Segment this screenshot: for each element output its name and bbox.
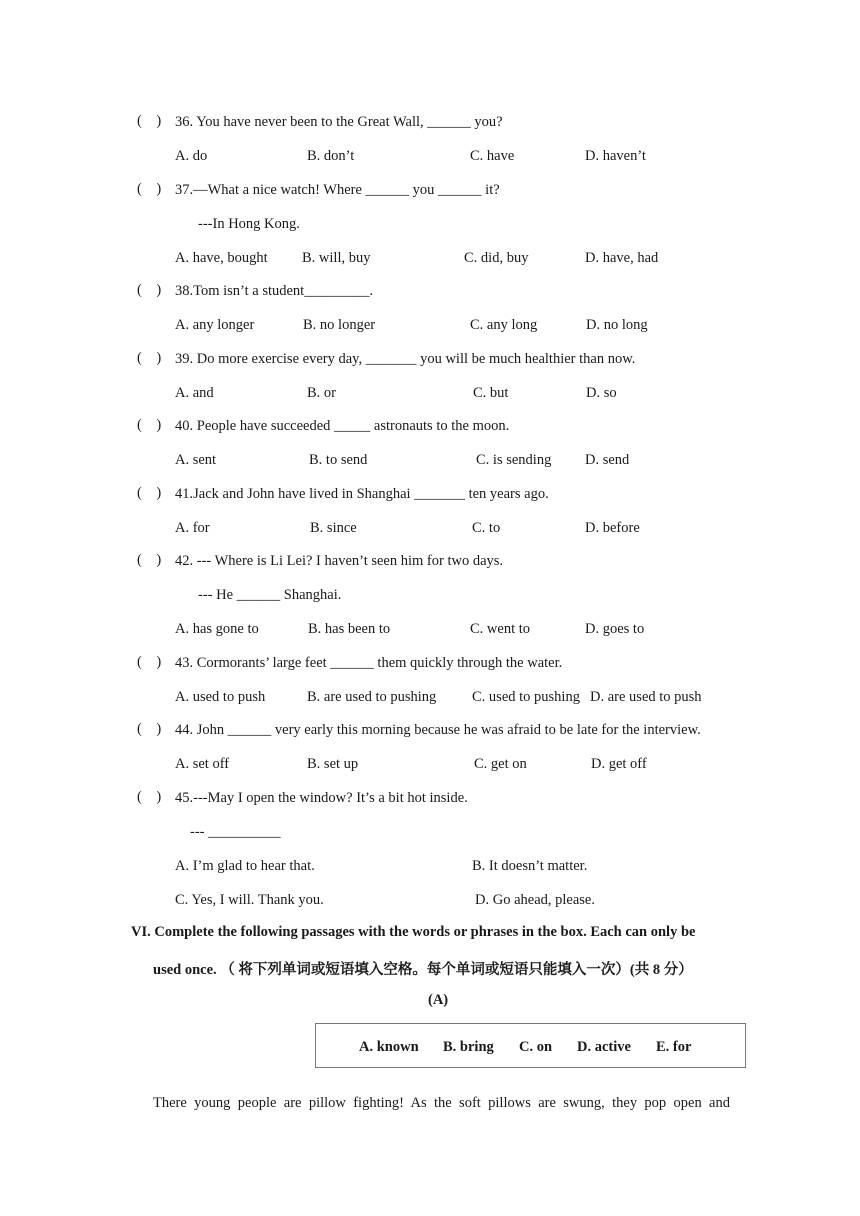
option-c: C. any long <box>470 317 538 333</box>
option-d: D. goes to <box>585 621 645 637</box>
option-b: B. no longer <box>303 317 376 333</box>
option-c: C. went to <box>470 621 531 637</box>
option-c: C. to <box>472 520 501 536</box>
answer-blank[interactable]: ( ) <box>137 552 162 568</box>
option-b: B. since <box>310 520 357 536</box>
option-c: C. Yes, I will. Thank you. <box>175 892 324 908</box>
option-a: A. sent <box>175 452 217 468</box>
option-b: B. set up <box>307 756 359 772</box>
word-bank-box <box>315 1023 746 1068</box>
option-d: D. get off <box>591 756 647 772</box>
option-d: D. no long <box>586 317 648 333</box>
option-c: C. have <box>470 148 515 164</box>
word-option-b: B. bring <box>443 1039 494 1055</box>
answer-blank[interactable]: ( ) <box>137 654 162 670</box>
option-a: A. and <box>175 385 214 401</box>
option-b: B. to send <box>309 452 368 468</box>
option-c: C. but <box>473 385 509 401</box>
passage-text: There young people are pillow fighting! As the soft pillows are swung, they pop open and <box>153 1095 730 1111</box>
question-stem: 37.—What a nice watch! Where ______ you ______ it? <box>175 182 500 198</box>
option-b: B. has been to <box>308 621 391 637</box>
question-stem: 43. Cormorants’ large feet ______ them quickly through the water. <box>175 655 563 671</box>
option-b: B. will, buy <box>302 250 371 266</box>
answer-blank[interactable]: ( ) <box>137 417 162 433</box>
option-c: C. did, buy <box>464 250 529 266</box>
answer-blank[interactable]: ( ) <box>137 282 162 298</box>
answer-blank[interactable]: ( ) <box>137 350 162 366</box>
option-a: A. any longer <box>175 317 255 333</box>
dialogue-reply: --- __________ <box>190 824 281 840</box>
option-b: B. or <box>307 385 336 401</box>
question-stem: 36. You have never been to the Great Wall, ______ you? <box>175 114 503 130</box>
part-label: (A) <box>428 992 449 1008</box>
question-stem: 44. John ______ very early this morning because he was afraid to be late for the interview. <box>175 722 701 738</box>
option-b: B. don’t <box>307 148 355 164</box>
answer-blank[interactable]: ( ) <box>137 485 162 501</box>
dialogue-reply: --- He ______ Shanghai. <box>198 587 342 603</box>
option-d: D. so <box>586 385 617 401</box>
option-c: C. is sending <box>476 452 552 468</box>
question-stem: 40. People have succeeded _____ astronauts to the moon. <box>175 418 510 434</box>
option-a: A. I’m glad to hear that. <box>175 858 315 874</box>
option-d: D. Go ahead, please. <box>475 892 595 908</box>
option-d: D. are used to push <box>590 689 702 705</box>
question-stem: 41.Jack and John have lived in Shanghai _______ ten years ago. <box>175 486 549 502</box>
option-a: A. used to push <box>175 689 266 705</box>
word-option-d: D. active <box>577 1039 631 1055</box>
option-a: A. do <box>175 148 208 164</box>
answer-blank[interactable]: ( ) <box>137 721 162 737</box>
word-option-e: E. for <box>656 1039 692 1055</box>
option-a: A. has gone to <box>175 621 259 637</box>
option-a: A. have, bought <box>175 250 268 266</box>
dialogue-reply: ---In Hong Kong. <box>198 216 300 232</box>
question-stem: 45.---May I open the window? It’s a bit hot inside. <box>175 790 468 806</box>
word-option-c: C. on <box>519 1039 553 1055</box>
option-c: C. used to pushing <box>472 689 580 705</box>
option-b: B. It doesn’t matter. <box>472 858 588 874</box>
question-stem: 42. --- Where is Li Lei? I haven’t seen him for two days. <box>175 553 504 569</box>
question-stem: 39. Do more exercise every day, _______ you will be much healthier than now. <box>175 351 636 367</box>
section-heading-line1: VI. Complete the following passages with the words or phrases in the box. Each can only be <box>131 924 696 940</box>
word-option-a: A. known <box>359 1039 419 1055</box>
option-a: A. for <box>175 520 210 536</box>
option-d: D. have, had <box>585 250 659 266</box>
option-d: D. send <box>585 452 630 468</box>
section-heading-line2: used once. （ 将下列单词或短语填入空格。每个单词或短语只能填入一次）(共 8 分） <box>153 962 693 978</box>
option-a: A. set off <box>175 756 230 772</box>
answer-blank[interactable]: ( ) <box>137 789 162 805</box>
answer-blank[interactable]: ( ) <box>137 181 162 197</box>
option-d: D. haven’t <box>585 148 646 164</box>
option-b: B. are used to pushing <box>307 689 437 705</box>
option-d: D. before <box>585 520 640 536</box>
question-stem: 38.Tom isn’t a student_________. <box>175 283 374 299</box>
option-c: C. get on <box>474 756 527 772</box>
answer-blank[interactable]: ( ) <box>137 113 162 129</box>
